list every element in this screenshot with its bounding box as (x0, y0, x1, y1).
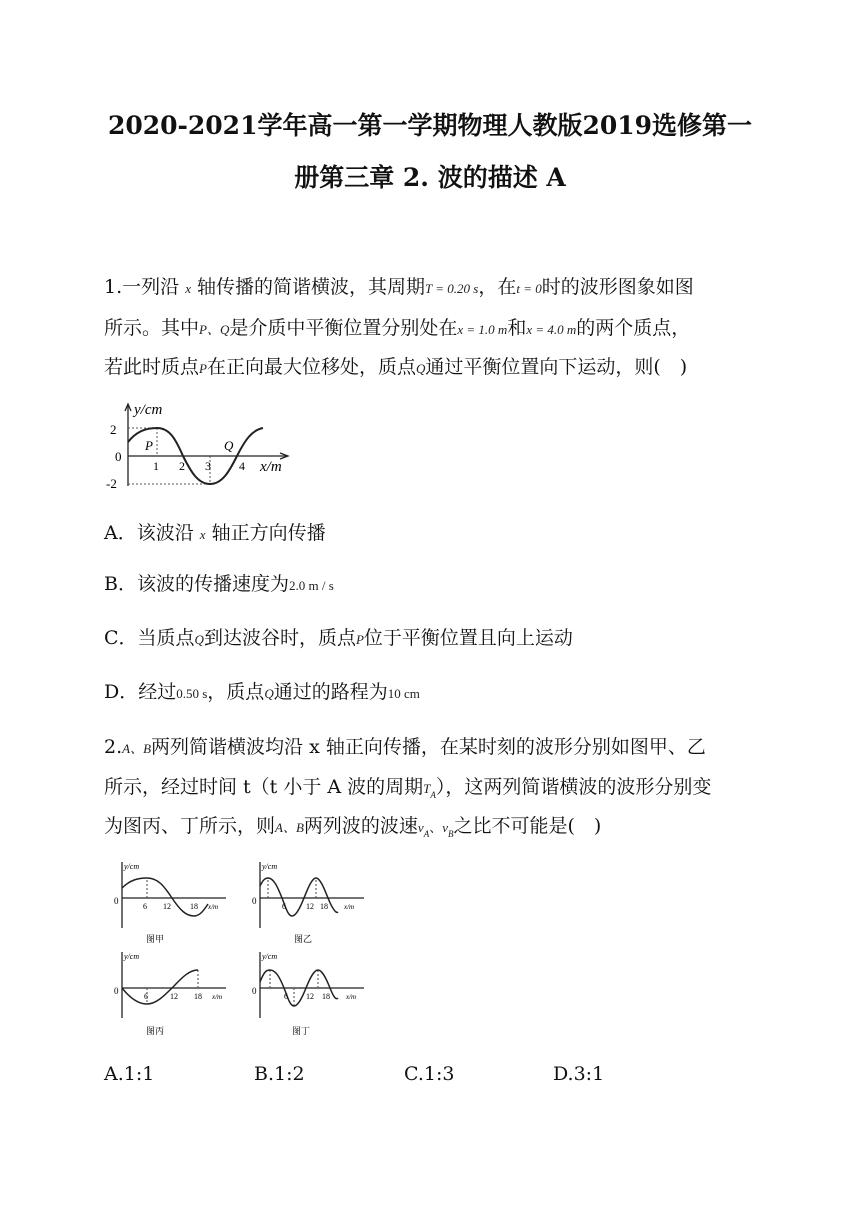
option-text: D．经过 (104, 681, 177, 703)
wave-curve (122, 970, 198, 1004)
q1-line-1 (104, 272, 694, 299)
y-axis-label: y/cm (124, 862, 140, 871)
option-text: ，质点 (207, 681, 265, 703)
x-tick-18: 18 (190, 902, 198, 911)
q2-line-1 (104, 732, 706, 759)
option-text: B．该波的传播速度为 (104, 573, 289, 595)
y-axis-label: y/cm (134, 402, 163, 418)
option-text: C．当质点 (104, 627, 195, 649)
caption-ding: 图丁 (292, 1027, 311, 1037)
y-axis-label: y/cm (124, 952, 140, 961)
x-tick-2: 2 (179, 459, 185, 473)
label-p: P (145, 438, 153, 453)
x-tick-18: 18 (322, 992, 330, 1001)
q1-text: 轴传播的简谐横波，其周期 (197, 276, 426, 298)
origin-label: 0 (252, 986, 257, 996)
q1-text: ，在 (478, 276, 517, 298)
x-tick-6: 6 (143, 902, 147, 911)
option-value: 0.50 s (176, 686, 208, 701)
option-var: x (199, 527, 206, 542)
q1-text: 通过平衡位置向下运动，则( ) (425, 356, 688, 378)
q1-text: 是介质中平衡位置分别处在 (229, 317, 458, 339)
q1-points-pq: P、Q (199, 322, 230, 337)
figure-jia (108, 858, 232, 950)
q2-separator: 、 (429, 820, 443, 835)
caption-bing: 图丙 (146, 1027, 165, 1037)
x-axis-label: x/m (346, 993, 357, 1001)
q2-text: 所示，经过时间 t（t 小于 A 波的周期 (104, 776, 424, 798)
x-tick-3: 3 (205, 459, 211, 473)
q1-period: T = 0.20 s (425, 281, 479, 296)
q2-waves-ab: A、B (122, 741, 152, 756)
q2-line-2 (104, 772, 711, 800)
q2-option-d: D.3:1 (553, 1063, 605, 1085)
option-text: 到达波谷时，质点 (203, 627, 356, 649)
origin-label: 0 (114, 896, 119, 906)
q1-text: 1.一列沿 (104, 276, 180, 298)
q2-text: 之比不可能是( ) (453, 815, 602, 837)
q1-line-3 (104, 352, 687, 379)
q2-option-c: C.1:3 (404, 1063, 455, 1085)
q1-time: t = 0 (516, 281, 542, 296)
q1-text: 所示。其中 (104, 317, 200, 339)
figure-ding (246, 948, 370, 1040)
option-text: A．该波沿 (104, 522, 194, 544)
y-axis-label: y/cm (262, 952, 278, 961)
origin-label: 0 (114, 986, 119, 996)
q2-text: ），这两列简谐横波的波形分别变 (435, 776, 712, 798)
x-tick-12: 12 (306, 992, 314, 1001)
figure-bing (108, 948, 232, 1040)
page-title-line-2: 册第三章 2. 波的描述 A (294, 163, 566, 192)
q2-text: 两列简谐横波均沿 x 轴正向传播，在某时刻的波形分别如图甲、乙 (151, 736, 706, 758)
option-value: 10 cm (387, 686, 420, 701)
label-q: Q (224, 438, 234, 453)
q1-option-a (104, 518, 326, 545)
option-text: 轴正方向传播 (211, 522, 326, 544)
option-var: Q (264, 686, 274, 701)
y-tick-2: 2 (110, 422, 117, 437)
caption-jia: 图甲 (146, 935, 165, 945)
y-axis-label: y/cm (262, 862, 278, 871)
y-tick-0: 0 (115, 449, 122, 464)
x-axis-label: x/m (260, 459, 282, 475)
q2-period-var: T (423, 781, 431, 796)
figure-yi (246, 858, 370, 950)
x-tick-1: 1 (153, 459, 159, 473)
option-text: 通过的路程为 (273, 681, 388, 703)
q1-var-x: x (185, 281, 191, 296)
x-axis-label: x/m (212, 993, 223, 1001)
q1-text: 在正向最大位移处，质点 (206, 356, 416, 378)
q1-wave-figure (100, 400, 300, 492)
x-axis-label: x/m (208, 903, 219, 911)
option-var: P (355, 632, 364, 647)
x-tick-6: 6 (282, 902, 286, 911)
q1-position-p: x = 1.0 m (457, 322, 508, 337)
option-value: 2.0 m / s (288, 578, 334, 593)
q1-option-b (104, 569, 334, 596)
q2-speed-b-sub: B (448, 828, 454, 839)
q2-text: 为图丙、丁所示，则 (104, 815, 276, 837)
x-axis-label: x/m (344, 903, 355, 911)
y-tick-neg2: -2 (106, 476, 117, 491)
option-text: 位于平衡位置且向上运动 (363, 627, 573, 649)
q2-line-3 (104, 811, 601, 839)
x-tick-6: 6 (284, 992, 288, 1001)
page-title-line-1: 2020-2021学年高一第一学期物理人教版2019选修第一 (107, 111, 753, 140)
caption-yi: 图乙 (294, 935, 313, 945)
q1-option-c (104, 623, 573, 650)
q2-speed-b: v (442, 820, 448, 835)
origin-label: 0 (252, 896, 257, 906)
q2-speed-a: v (417, 820, 424, 835)
q2-period-sub: A (430, 789, 436, 800)
q2-speed-a-sub: A (423, 828, 430, 839)
x-tick-6: 6 (144, 992, 148, 1001)
x-tick-12: 12 (170, 992, 178, 1001)
q2-option-b: B.1:2 (254, 1063, 305, 1085)
q1-text: 若此时质点 (104, 356, 200, 378)
q2-option-a: A.1:1 (104, 1063, 155, 1085)
q1-position-q: x = 4.0 m (526, 322, 577, 337)
q1-text: 的两个质点， (576, 317, 691, 339)
q1-point-p: P (199, 361, 207, 376)
x-tick-4: 4 (239, 459, 245, 473)
option-var: Q (194, 632, 204, 647)
x-tick-12: 12 (306, 902, 314, 911)
q1-line-2 (104, 313, 690, 340)
q2-waves-ab: A、B (275, 820, 304, 835)
q2-text: 两列波的波速 (303, 815, 418, 837)
x-tick-18: 18 (320, 902, 328, 911)
q1-point-q: Q (415, 361, 426, 376)
x-tick-12: 12 (163, 902, 171, 911)
x-tick-18: 18 (194, 992, 202, 1001)
q2-text: 2. (104, 736, 123, 758)
q1-option-d (104, 677, 420, 704)
q1-text: 和 (507, 317, 527, 339)
q1-text: 时的波形图象如图 (541, 276, 694, 298)
